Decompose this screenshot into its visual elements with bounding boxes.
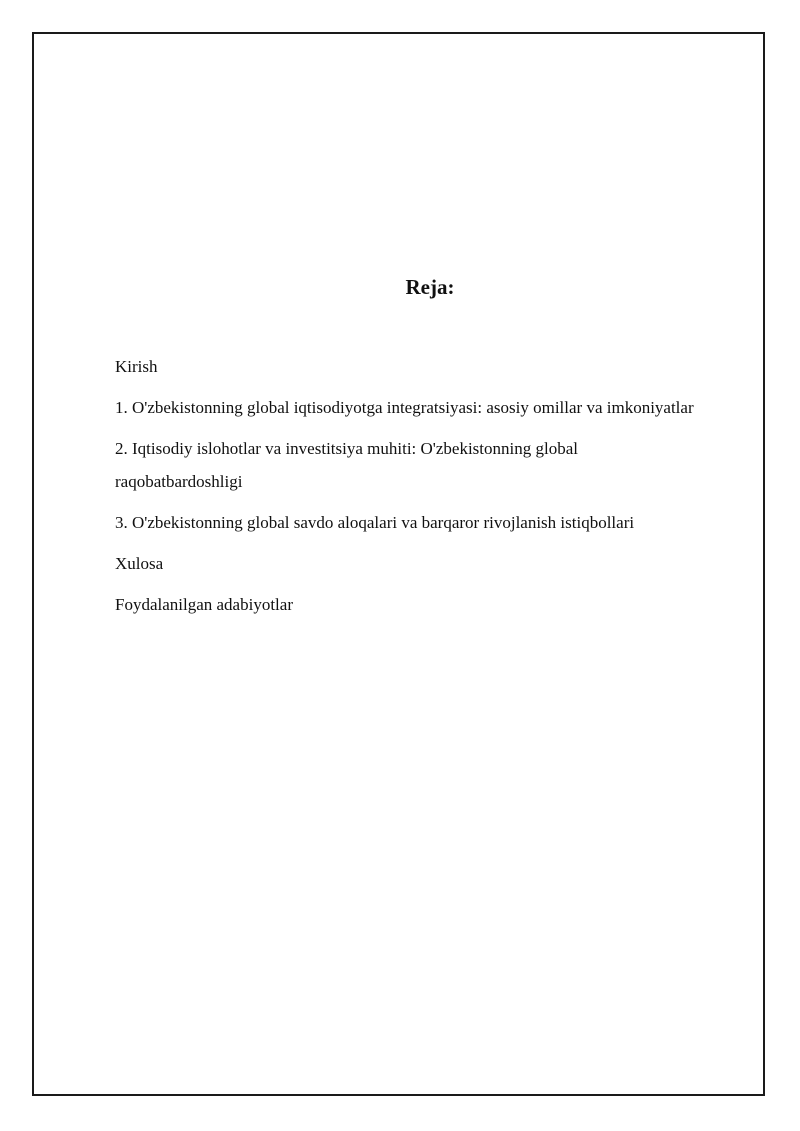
toc-item-references: Foydalanilgan adabiyotlar bbox=[115, 595, 293, 614]
table-of-contents bbox=[115, 350, 705, 629]
toc-item-conclusion: Xulosa bbox=[115, 554, 164, 573]
toc-item-chapter-3: 3. O'zbekistonning global savdo aloqalari va barqaror rivojlanish istiqbollari bbox=[115, 513, 635, 532]
toc-item-chapter-1: 1. O'zbekistonning global iqtisodiyotga integratsiyasi: asosiy omillar va imkoniyatlar bbox=[115, 398, 694, 417]
toc-item-introduction: Kirish bbox=[115, 357, 158, 376]
page-title: Reja: bbox=[405, 275, 455, 299]
toc-item-chapter-2: 2. Iqtisodiy islohotlar va investitsiya muhiti: O'zbekistonning global raqobatbardoshligi bbox=[115, 439, 578, 491]
